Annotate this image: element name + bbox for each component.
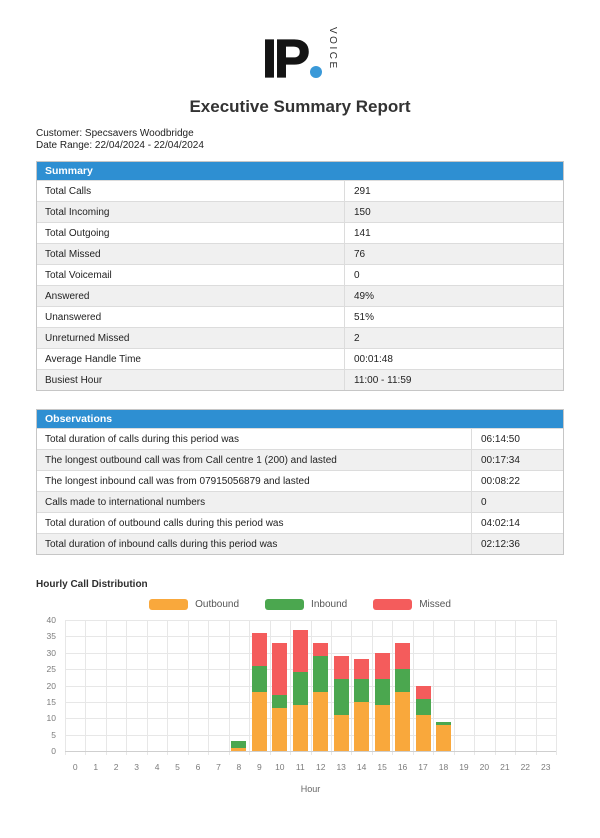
bar-segment-outbound — [375, 705, 390, 751]
gridline-vertical — [65, 620, 66, 755]
bar-segment-inbound — [395, 669, 410, 692]
bar-segment-inbound — [313, 656, 328, 692]
x-tick-label: 5 — [175, 762, 180, 772]
bar-segment-outbound — [293, 705, 308, 751]
logo-vertical-text: VOICE — [327, 27, 339, 71]
bar-segment-inbound — [293, 672, 308, 705]
table-row — [37, 348, 563, 369]
row-label: Total duration of inbound calls during this period was — [45, 538, 278, 550]
gridline-vertical — [454, 620, 455, 755]
row-label: Total duration of calls during this period was — [45, 433, 239, 445]
x-tick-label: 22 — [520, 762, 531, 772]
table-row — [37, 369, 563, 390]
row-value: 02:12:36 — [471, 534, 563, 554]
x-axis-title: Hour — [300, 784, 321, 794]
x-tick-label: 17 — [418, 762, 428, 772]
logo-text: IP — [261, 28, 308, 89]
x-tick-label: 7 — [216, 762, 221, 772]
gridline-vertical — [556, 620, 557, 755]
gridline-vertical — [167, 620, 168, 755]
row-value: 2 — [344, 328, 563, 348]
bar-segment-outbound — [395, 692, 410, 751]
row-value: 00:01:48 — [344, 349, 563, 369]
row-value: 11:00 - 11:59 — [344, 370, 563, 390]
bar-segment-missed — [416, 686, 431, 699]
y-tick-label: 0 — [51, 746, 56, 756]
bar-segment-outbound — [436, 725, 451, 751]
row-value: 49% — [344, 286, 563, 306]
y-tick-label: 35 — [46, 631, 56, 642]
x-tick-label: 3 — [134, 762, 139, 772]
table-row — [37, 512, 563, 533]
x-tick-label: 19 — [459, 762, 469, 772]
bar-segment-inbound — [252, 666, 267, 692]
gridline-vertical — [290, 620, 291, 755]
x-tick-label: 6 — [195, 762, 201, 772]
row-label: Unanswered — [45, 311, 102, 323]
bar-segment-missed — [395, 643, 410, 669]
row-value: 0 — [344, 265, 563, 285]
bar-segment-missed — [334, 656, 349, 679]
x-tick-label: 9 — [256, 762, 262, 772]
gridline-vertical — [331, 620, 332, 755]
x-tick-label: 4 — [154, 762, 160, 772]
legend-label: Missed — [419, 599, 451, 610]
legend-item — [373, 599, 451, 610]
chart-title: Hourly Call Distribution — [36, 579, 148, 590]
x-tick-label: 12 — [315, 762, 326, 772]
row-label: The longest outbound call was from Call centre 1 (200) and lasted — [45, 454, 337, 466]
report-meta — [36, 128, 600, 152]
x-tick-label: 23 — [541, 762, 551, 772]
x-tick-label: 20 — [479, 762, 490, 772]
row-label: Total Calls — [45, 185, 92, 197]
x-tick-label: 1 — [93, 762, 99, 772]
row-label: Total duration of outbound calls during this period was — [45, 517, 284, 529]
x-tick-label: 10 — [275, 762, 285, 772]
table-row — [37, 180, 563, 201]
gridline-vertical — [249, 620, 250, 755]
bar-segment-inbound — [231, 741, 246, 748]
gridline-vertical — [229, 620, 230, 755]
legend-item — [149, 599, 239, 610]
table-row — [37, 327, 563, 348]
row-value: 06:14:50 — [471, 429, 563, 449]
date-range-line: Date Range: 22/04/2024 - 22/04/2024 — [36, 140, 204, 151]
gridline-vertical — [474, 620, 475, 755]
legend-label: Inbound — [311, 599, 348, 610]
row-value: 0 — [471, 492, 563, 512]
x-tick-label: 11 — [295, 762, 305, 772]
row-label: Calls made to international numbers — [45, 496, 206, 508]
gridline-vertical — [126, 620, 127, 755]
summary-table — [36, 161, 564, 391]
row-value: 76 — [344, 244, 563, 264]
gridline-vertical — [495, 620, 496, 755]
table-row — [37, 222, 563, 243]
table-row — [37, 449, 563, 470]
row-label: Total Missed — [45, 248, 101, 260]
row-value: 150 — [344, 202, 563, 222]
gridline-vertical — [351, 620, 352, 755]
gridline-vertical — [270, 620, 271, 755]
table-row — [37, 285, 563, 306]
x-tick-label: 8 — [236, 762, 242, 772]
row-value: 291 — [344, 181, 563, 201]
y-tick-label: 10 — [46, 713, 56, 724]
row-label: Busiest Hour — [45, 374, 103, 386]
bar-segment-outbound — [231, 748, 246, 751]
gridline-vertical — [106, 620, 107, 755]
y-tick-label: 20 — [46, 680, 56, 691]
summary-table-body — [37, 180, 563, 390]
legend-label: Outbound — [195, 599, 240, 610]
y-tick-label: 25 — [46, 664, 56, 675]
bar-segment-outbound — [313, 692, 328, 751]
bar-segment-inbound — [354, 679, 369, 702]
x-tick-label: 14 — [356, 762, 367, 772]
summary-table-header: Summary — [37, 162, 563, 180]
bar-segment-missed — [375, 653, 390, 679]
gridline-vertical — [147, 620, 148, 755]
row-value: 141 — [344, 223, 563, 243]
bar-segment-missed — [252, 633, 267, 666]
legend-item — [265, 599, 347, 610]
observations-table-body — [37, 428, 563, 554]
row-label: Average Handle Time — [45, 353, 141, 365]
row-value: 04:02:14 — [471, 513, 563, 533]
bar-segment-missed — [354, 659, 369, 679]
observations-table-header: Observations — [37, 410, 563, 428]
x-tick-label: 2 — [113, 762, 119, 772]
legend-swatch-icon — [373, 599, 412, 610]
page-title: Executive Summary Report — [189, 97, 411, 116]
table-row — [37, 470, 563, 491]
gridline-vertical — [311, 620, 312, 755]
bar-segment-outbound — [252, 692, 267, 751]
x-tick-label: 18 — [438, 762, 449, 772]
bar-segment-outbound — [272, 708, 287, 751]
x-tick-label: 21 — [500, 762, 510, 772]
y-tick-label: 15 — [46, 696, 56, 707]
row-label: Unreturned Missed — [45, 332, 130, 344]
logo — [0, 26, 600, 89]
bar-segment-inbound — [436, 722, 451, 725]
table-row — [37, 264, 563, 285]
bar-segment-inbound — [272, 695, 287, 708]
table-row — [37, 306, 563, 327]
x-tick-label: 15 — [377, 762, 387, 772]
hourly-call-distribution-chart — [0, 612, 600, 812]
table-row — [37, 533, 563, 554]
logo-dot-icon — [310, 66, 322, 78]
row-label: The longest inbound call was from 07915056879 and lasted — [45, 475, 310, 487]
table-row — [37, 428, 563, 449]
bar-segment-outbound — [416, 715, 431, 751]
legend-swatch-icon — [149, 599, 188, 610]
table-row — [37, 491, 563, 512]
x-tick-label: 16 — [397, 762, 408, 772]
table-row — [37, 201, 563, 222]
legend-swatch-icon — [265, 599, 304, 610]
gridline-vertical — [188, 620, 189, 755]
x-axis-line — [65, 751, 556, 752]
row-value: 00:17:34 — [471, 450, 563, 470]
row-label: Total Incoming — [45, 206, 110, 218]
bar-segment-inbound — [334, 679, 349, 715]
x-tick-label: 0 — [72, 762, 78, 772]
x-tick-label: 13 — [336, 762, 346, 772]
y-tick-label: 5 — [51, 729, 56, 740]
gridline-vertical — [372, 620, 373, 755]
gridline-vertical — [536, 620, 537, 755]
bar-segment-inbound — [375, 679, 390, 705]
y-tick-label: 40 — [46, 615, 56, 625]
row-value: 00:08:22 — [471, 471, 563, 491]
bar-segment-missed — [272, 643, 287, 695]
row-label: Answered — [45, 290, 90, 302]
customer-line: Customer: Specsavers Woodbridge — [36, 128, 194, 139]
row-value: 51% — [344, 307, 563, 327]
gridline-vertical — [433, 620, 434, 755]
gridline-vertical — [413, 620, 414, 755]
row-label: Total Voicemail — [45, 269, 112, 281]
chart-legend — [0, 599, 600, 610]
bar-segment-outbound — [354, 702, 369, 751]
gridline-vertical — [85, 620, 86, 755]
gridline-vertical — [208, 620, 209, 755]
bar-segment-inbound — [416, 699, 431, 715]
bar-segment-missed — [293, 630, 308, 673]
row-label: Total Outgoing — [45, 227, 110, 239]
gridline-vertical — [392, 620, 393, 755]
bar-segment-outbound — [334, 715, 349, 751]
table-row — [37, 243, 563, 264]
y-tick-label: 30 — [46, 647, 56, 658]
bar-segment-missed — [313, 643, 328, 656]
gridline-vertical — [515, 620, 516, 755]
observations-table — [36, 409, 564, 555]
